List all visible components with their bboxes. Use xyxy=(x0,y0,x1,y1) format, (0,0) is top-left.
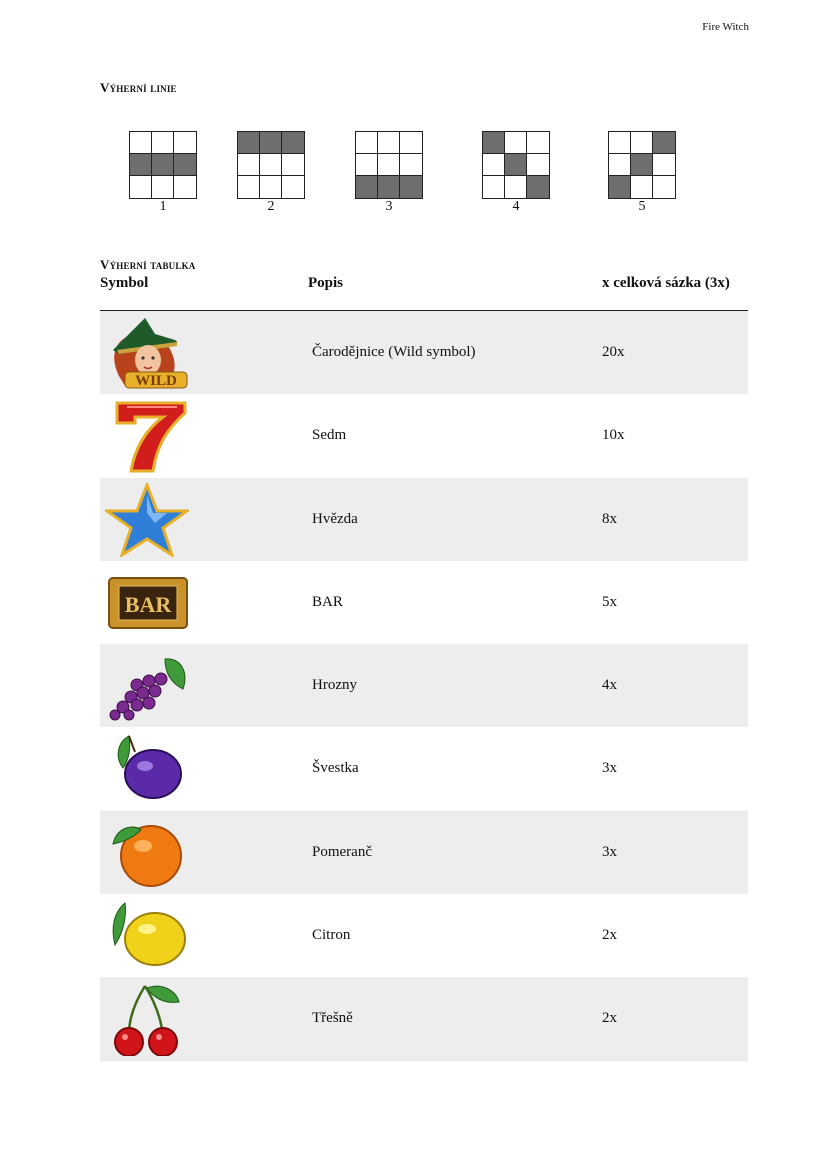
payline-grid xyxy=(129,131,197,199)
paytable-title: Výherní tabulka xyxy=(100,257,196,272)
symbol-description: Citron xyxy=(312,927,351,944)
column-header-multiplier: x celková sázka (3x) xyxy=(602,275,730,291)
payline-cell xyxy=(631,132,653,154)
table-row xyxy=(100,311,748,394)
payline-cell xyxy=(238,154,260,176)
svg-text:BAR: BAR xyxy=(124,591,172,617)
svg-text:WILD: WILD xyxy=(135,373,177,389)
paylines-row xyxy=(0,131,827,231)
game-title: Fire Witch xyxy=(702,21,749,33)
payline-cell xyxy=(260,154,282,176)
table-row xyxy=(100,561,748,644)
payline-cell xyxy=(282,176,304,198)
payline-grid xyxy=(355,131,423,199)
payline-cell-active xyxy=(483,132,505,154)
column-header-description: Popis xyxy=(308,275,344,291)
grapes-icon xyxy=(105,649,189,723)
table-row xyxy=(100,478,748,561)
payline-cell xyxy=(631,176,653,198)
payline-cell xyxy=(152,132,174,154)
paytable xyxy=(100,311,748,1061)
payline-cell xyxy=(505,132,527,154)
payline-cell xyxy=(527,132,549,154)
payline-number: 3 xyxy=(385,199,393,214)
table-row xyxy=(100,727,748,810)
star-icon xyxy=(105,483,189,557)
payline-cell-active xyxy=(378,176,400,198)
payline-cell xyxy=(260,176,282,198)
payline-cell xyxy=(238,176,260,198)
symbol-multiplier: 3x xyxy=(602,760,617,777)
payline-number: 5 xyxy=(638,199,646,214)
symbol-description: Hrozny xyxy=(312,677,357,694)
payline-cell xyxy=(653,176,675,198)
symbol-multiplier: 4x xyxy=(602,677,617,694)
symbol-description: Hvězda xyxy=(312,510,358,527)
symbol-multiplier: 10x xyxy=(602,427,625,444)
payline-cell-active xyxy=(505,154,527,176)
payline-cell-active xyxy=(260,132,282,154)
payline-cell-active xyxy=(282,132,304,154)
payline-cell xyxy=(356,132,378,154)
payline-cell-active xyxy=(609,176,631,198)
payline-cell-active xyxy=(130,154,152,176)
cherries-icon xyxy=(105,982,189,1056)
table-row xyxy=(100,894,748,977)
payline-1 xyxy=(129,131,197,214)
symbol-description: Pomeranč xyxy=(312,843,372,860)
table-row xyxy=(100,811,748,894)
symbol-multiplier: 2x xyxy=(602,1010,617,1027)
payline-cell xyxy=(609,154,631,176)
symbol-multiplier: 8x xyxy=(602,510,617,527)
symbol-multiplier: 3x xyxy=(602,843,617,860)
seven-icon xyxy=(105,399,189,473)
symbol-multiplier: 2x xyxy=(602,927,617,944)
lemon-icon xyxy=(105,899,189,973)
payline-cell-active xyxy=(174,154,196,176)
payline-cell xyxy=(282,154,304,176)
orange-icon xyxy=(105,816,189,890)
payline-cell-active xyxy=(238,132,260,154)
bar-icon xyxy=(105,566,189,640)
payline-grid xyxy=(237,131,305,199)
symbol-multiplier: 5x xyxy=(602,593,617,610)
table-row xyxy=(100,977,748,1060)
witch-wild-icon xyxy=(105,316,189,390)
symbol-description: Třešně xyxy=(312,1010,353,1027)
payline-3 xyxy=(355,131,423,214)
payline-number: 1 xyxy=(159,199,167,214)
payline-cell xyxy=(527,154,549,176)
payline-cell-active xyxy=(356,176,378,198)
payline-cell xyxy=(378,154,400,176)
symbol-description: Švestka xyxy=(312,760,359,777)
symbol-description: Čarodějnice (Wild symbol) xyxy=(312,344,476,360)
payline-cell xyxy=(400,132,422,154)
payline-cell xyxy=(130,132,152,154)
table-row xyxy=(100,644,748,727)
payline-cell xyxy=(356,154,378,176)
payline-grid xyxy=(482,131,550,199)
payline-cell xyxy=(400,154,422,176)
payline-cell xyxy=(152,176,174,198)
payline-cell-active xyxy=(400,176,422,198)
payline-number: 2 xyxy=(267,199,275,214)
payline-cell xyxy=(609,132,631,154)
payline-cell xyxy=(130,176,152,198)
payline-cell-active xyxy=(527,176,549,198)
payline-cell-active xyxy=(631,154,653,176)
symbol-description: Sedm xyxy=(312,427,347,444)
payline-2 xyxy=(237,131,305,214)
symbol-description: BAR xyxy=(312,593,343,610)
symbol-multiplier: 20x xyxy=(602,344,625,360)
payline-5 xyxy=(608,131,676,214)
payline-cell xyxy=(378,132,400,154)
paylines-title: Výherní linie xyxy=(100,80,177,95)
payline-cell xyxy=(483,154,505,176)
payline-4 xyxy=(482,131,550,214)
payline-cell xyxy=(174,132,196,154)
payline-grid xyxy=(608,131,676,199)
column-header-symbol: Symbol xyxy=(100,275,149,291)
payline-cell xyxy=(174,176,196,198)
payline-cell-active xyxy=(152,154,174,176)
payline-number: 4 xyxy=(512,199,520,214)
payline-cell xyxy=(483,176,505,198)
payline-cell xyxy=(653,154,675,176)
plum-icon xyxy=(105,732,189,806)
payline-cell xyxy=(505,176,527,198)
table-row xyxy=(100,394,748,477)
payline-cell-active xyxy=(653,132,675,154)
